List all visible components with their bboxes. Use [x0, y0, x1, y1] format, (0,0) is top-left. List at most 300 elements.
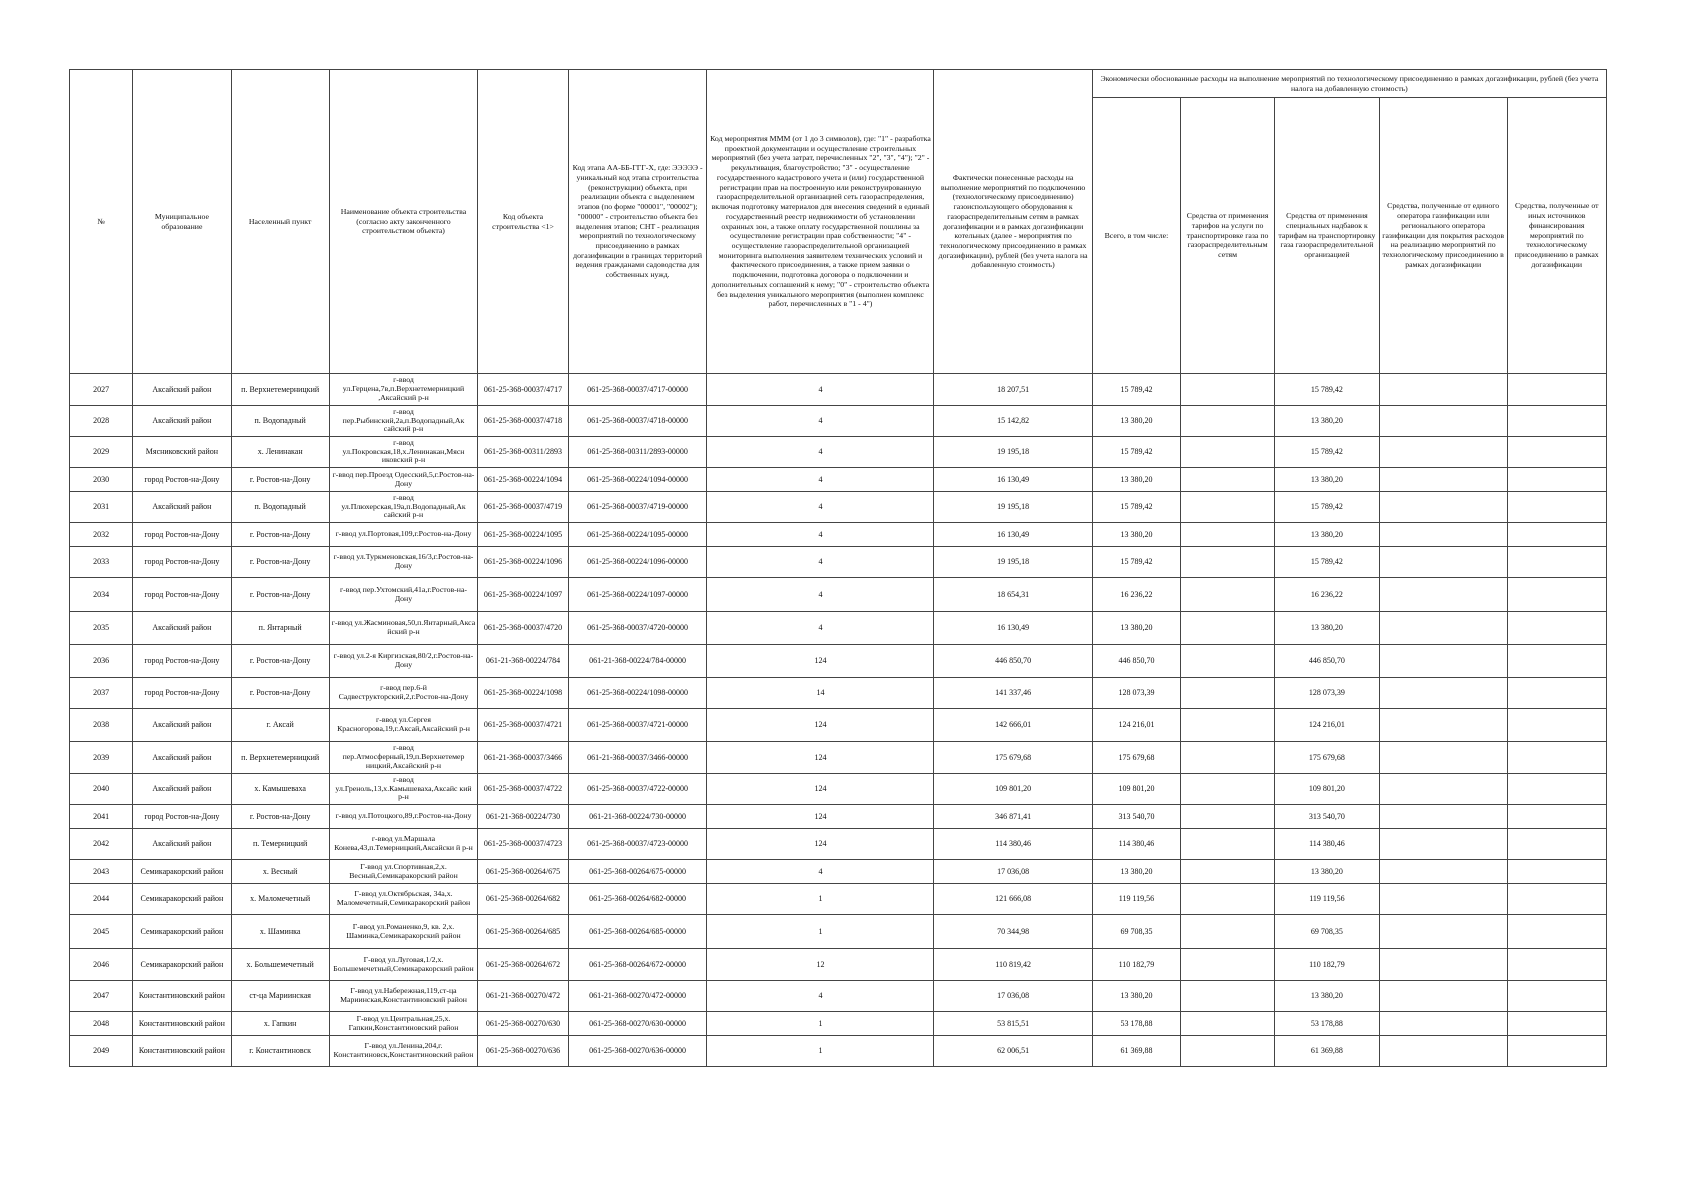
- header-total: Всего, в том числе:: [1092, 98, 1180, 374]
- cell-activity-code: 4: [707, 612, 934, 645]
- cell-municipality: Константиновский район: [133, 981, 231, 1012]
- cell-object-code: 061-25-368-00037/4723: [478, 829, 569, 860]
- cell-tariff-gas: [1181, 742, 1275, 774]
- table-row: [70, 406, 1607, 437]
- cell-object-code: 061-25-368-00264/685: [478, 915, 569, 949]
- cell-settlement: п. Водопадный: [231, 406, 329, 437]
- cell-total: 15 789,42: [1092, 374, 1180, 406]
- cell-stage-code: 061-25-368-00037/4719-00000: [568, 492, 707, 523]
- cell-actual-costs: 19 195,18: [934, 437, 1092, 468]
- table-row: [70, 915, 1607, 949]
- cell-special-markups: 124 216,01: [1275, 709, 1380, 742]
- cell-total: 13 380,20: [1092, 468, 1180, 492]
- header-activity-code: Код мероприятия МММ (от 1 до 3 символов), где: "1" - разработка проектной документации и осуществление строительных мероприятий (без учета затрат, перечисленных "2", "3", "4"); "2" - рекультивация, благоустройство; "3" - осуществление государственного кадастрового учета и (или) государственной регистрации прав на построенную или реконструированную газораспределительной организацией сеть газораспределения, включая подготовку материалов для внесения сведений в единый государственный реестр недвижимости об установлении охранных зон, а также оплату государственной пошлины за осуществление регистрации прав собственности; "4" - осуществление газораспределительной организацией мониторинга выполнения заявителем технических условий и фактического присоединения, а также прием заявки о подключении, подготовка договора о подключении и дополнительных соглашений к нему; "0" - строительство объекта без выделения уникального мероприятия (выполнен комплекс работ, перечисленных в "1 - 4"): [707, 70, 934, 374]
- cell-other-sources: [1507, 523, 1606, 547]
- cell-num: 2034: [70, 578, 133, 612]
- cell-object-code: 061-25-368-00224/1098: [478, 678, 569, 709]
- cell-stage-code: 061-25-368-00037/4720-00000: [568, 612, 707, 645]
- cell-object-name: Г-ввод ул.Спортивная,2,х. Весный,Семикаракорский район: [329, 860, 477, 884]
- cell-municipality: Аксайский район: [133, 406, 231, 437]
- cell-object-code: 061-25-368-00037/4719: [478, 492, 569, 523]
- cell-settlement: п. Верхнетемерницкий: [231, 374, 329, 406]
- cell-tariff-gas: [1181, 523, 1275, 547]
- cell-other-sources: [1507, 860, 1606, 884]
- cell-other-sources: [1507, 468, 1606, 492]
- cell-object-name: г-ввод ул.Потоцкого,89,г.Ростов-на-Дону: [329, 805, 477, 829]
- cell-settlement: г. Ростов-на-Дону: [231, 578, 329, 612]
- cell-object-name: Г-ввод ул.Ленина,204,г. Константиновск,Константиновский район: [329, 1036, 477, 1067]
- cell-settlement: п. Верхнетемерницкий: [231, 742, 329, 774]
- cell-stage-code: 061-25-368-00224/1097-00000: [568, 578, 707, 612]
- table-row: [70, 742, 1607, 774]
- cell-other-sources: [1507, 492, 1606, 523]
- cell-num: 2032: [70, 523, 133, 547]
- cell-settlement: г. Ростов-на-Дону: [231, 547, 329, 578]
- cell-operator-funds: [1379, 645, 1507, 678]
- cell-stage-code: 061-25-368-00270/636-00000: [568, 1036, 707, 1067]
- cell-municipality: Аксайский район: [133, 374, 231, 406]
- cell-object-code: 061-25-368-00037/4718: [478, 406, 569, 437]
- table-row: [70, 612, 1607, 645]
- cell-activity-code: 4: [707, 492, 934, 523]
- cell-stage-code: 061-25-368-00311/2893-00000: [568, 437, 707, 468]
- cell-special-markups: 13 380,20: [1275, 612, 1380, 645]
- cell-actual-costs: 109 801,20: [934, 774, 1092, 805]
- cell-object-code: 061-25-368-00224/1095: [478, 523, 569, 547]
- cell-municipality: Семикаракорский район: [133, 915, 231, 949]
- cell-object-name: г-ввод пер.6-й Садвеструкторский,2,г.Ростов-на-Дону: [329, 678, 477, 709]
- cell-actual-costs: 141 337,46: [934, 678, 1092, 709]
- cell-actual-costs: 62 006,51: [934, 1036, 1092, 1067]
- cell-total: 16 236,22: [1092, 578, 1180, 612]
- cell-num: 2033: [70, 547, 133, 578]
- cell-activity-code: 1: [707, 1036, 934, 1067]
- cell-object-code: 061-25-368-00037/4721: [478, 709, 569, 742]
- cell-object-name: г-ввод ул.Греноль,13,х.Камышеваха,Аксайс кий р-н: [329, 774, 477, 805]
- cell-special-markups: 110 182,79: [1275, 949, 1380, 981]
- cell-activity-code: 1: [707, 884, 934, 915]
- cell-object-code: 061-25-368-00264/675: [478, 860, 569, 884]
- cell-operator-funds: [1379, 1036, 1507, 1067]
- cell-settlement: ст-ца Мариинская: [231, 981, 329, 1012]
- cell-operator-funds: [1379, 860, 1507, 884]
- cell-num: 2045: [70, 915, 133, 949]
- table-row: [70, 1012, 1607, 1036]
- cell-activity-code: 124: [707, 742, 934, 774]
- cell-activity-code: 1: [707, 1012, 934, 1036]
- cell-special-markups: 61 369,88: [1275, 1036, 1380, 1067]
- cell-municipality: город Ростов-на-Дону: [133, 645, 231, 678]
- cell-operator-funds: [1379, 884, 1507, 915]
- cell-num: 2028: [70, 406, 133, 437]
- cell-num: 2048: [70, 1012, 133, 1036]
- cell-other-sources: [1507, 1036, 1606, 1067]
- cell-municipality: город Ростов-на-Дону: [133, 468, 231, 492]
- cell-operator-funds: [1379, 406, 1507, 437]
- cell-object-name: г-ввод ул.Жасминовая,50,п.Янтарный,Акса йский р-н: [329, 612, 477, 645]
- cell-tariff-gas: [1181, 1036, 1275, 1067]
- cell-total: 15 789,42: [1092, 492, 1180, 523]
- cell-stage-code: 061-25-368-00224/1098-00000: [568, 678, 707, 709]
- cell-other-sources: [1507, 374, 1606, 406]
- cell-stage-code: 061-21-368-00224/730-00000: [568, 805, 707, 829]
- cell-object-name: Г-ввод ул.Набережная,119,ст-ца Мариинская,Константиновский район: [329, 981, 477, 1012]
- cell-object-name: г-ввод ул.Плюхерская,19а,п.Водопадный,Ак сайский р-н: [329, 492, 477, 523]
- cell-num: 2044: [70, 884, 133, 915]
- cell-actual-costs: 114 380,46: [934, 829, 1092, 860]
- cell-object-code: 061-25-368-00037/4717: [478, 374, 569, 406]
- cell-special-markups: 128 073,39: [1275, 678, 1380, 709]
- cell-object-code: 061-25-368-00264/682: [478, 884, 569, 915]
- cell-object-code: 061-21-368-00224/784: [478, 645, 569, 678]
- cell-operator-funds: [1379, 829, 1507, 860]
- cell-total: 15 789,42: [1092, 437, 1180, 468]
- table-row: [70, 578, 1607, 612]
- cell-activity-code: 1: [707, 915, 934, 949]
- cell-object-name: Г-ввод ул.Октябрьская, 34а,х. Маломечетный,Семикаракорский район: [329, 884, 477, 915]
- header-num: №: [70, 70, 133, 374]
- cell-total: 13 380,20: [1092, 523, 1180, 547]
- cell-other-sources: [1507, 805, 1606, 829]
- cell-actual-costs: 110 819,42: [934, 949, 1092, 981]
- cell-operator-funds: [1379, 981, 1507, 1012]
- cell-activity-code: 4: [707, 578, 934, 612]
- cell-special-markups: 16 236,22: [1275, 578, 1380, 612]
- cell-activity-code: 4: [707, 406, 934, 437]
- header-special-markups: Средства от применения специальных надбавок к тарифам на транспортировку газа газораспределительной организацией: [1275, 98, 1380, 374]
- cell-object-code: 061-25-368-00224/1096: [478, 547, 569, 578]
- cell-tariff-gas: [1181, 492, 1275, 523]
- cell-tariff-gas: [1181, 612, 1275, 645]
- cell-actual-costs: 142 666,01: [934, 709, 1092, 742]
- cell-settlement: х. Камышеваха: [231, 774, 329, 805]
- table-body: [70, 374, 1607, 1067]
- cell-object-name: г-ввод ул.Покровская,18,х.Ленинакан,Мясн иковский р-н: [329, 437, 477, 468]
- cell-total: 110 182,79: [1092, 949, 1180, 981]
- cell-num: 2031: [70, 492, 133, 523]
- cell-total: 124 216,01: [1092, 709, 1180, 742]
- cell-total: 119 119,56: [1092, 884, 1180, 915]
- header-tariff-gas: Средства от применения тарифов на услуги по транспортировке газа по газораспределительным сетям: [1181, 98, 1275, 374]
- cell-other-sources: [1507, 981, 1606, 1012]
- cell-object-code: 061-21-368-00224/730: [478, 805, 569, 829]
- cell-settlement: х. Гапкин: [231, 1012, 329, 1036]
- cell-special-markups: 53 178,88: [1275, 1012, 1380, 1036]
- cell-stage-code: 061-25-368-00224/1096-00000: [568, 547, 707, 578]
- cell-settlement: п. Янтарный: [231, 612, 329, 645]
- cell-total: 15 789,42: [1092, 547, 1180, 578]
- cell-total: 313 540,70: [1092, 805, 1180, 829]
- cell-other-sources: [1507, 678, 1606, 709]
- table-header: [70, 70, 1607, 374]
- cell-special-markups: 175 679,68: [1275, 742, 1380, 774]
- cell-special-markups: 446 850,70: [1275, 645, 1380, 678]
- cell-object-name: г-ввод пер.Ухтомский,41а,г.Ростов-на-Дону: [329, 578, 477, 612]
- cell-total: 13 380,20: [1092, 860, 1180, 884]
- cell-operator-funds: [1379, 468, 1507, 492]
- cell-activity-code: 4: [707, 981, 934, 1012]
- table-row: [70, 774, 1607, 805]
- cell-actual-costs: 17 036,08: [934, 860, 1092, 884]
- cell-settlement: п. Водопадный: [231, 492, 329, 523]
- cell-total: 13 380,20: [1092, 406, 1180, 437]
- table-row: [70, 981, 1607, 1012]
- cell-special-markups: 114 380,46: [1275, 829, 1380, 860]
- cell-operator-funds: [1379, 1012, 1507, 1036]
- cell-other-sources: [1507, 547, 1606, 578]
- cell-stage-code: 061-25-368-00037/4723-00000: [568, 829, 707, 860]
- cell-settlement: х. Шаминка: [231, 915, 329, 949]
- cell-object-name: г-ввод ул.Герцена,7в,п.Верхнетемерницкий ,Аксайский р-н: [329, 374, 477, 406]
- cell-activity-code: 4: [707, 523, 934, 547]
- cell-other-sources: [1507, 915, 1606, 949]
- cell-operator-funds: [1379, 374, 1507, 406]
- cell-other-sources: [1507, 829, 1606, 860]
- cell-special-markups: 15 789,42: [1275, 437, 1380, 468]
- cell-other-sources: [1507, 709, 1606, 742]
- cell-municipality: Константиновский район: [133, 1036, 231, 1067]
- cell-stage-code: 061-21-368-00224/784-00000: [568, 645, 707, 678]
- cell-municipality: Аксайский район: [133, 709, 231, 742]
- cell-actual-costs: 121 666,08: [934, 884, 1092, 915]
- cell-municipality: Аксайский район: [133, 492, 231, 523]
- cell-actual-costs: 18 207,51: [934, 374, 1092, 406]
- cell-actual-costs: 16 130,49: [934, 612, 1092, 645]
- cell-tariff-gas: [1181, 774, 1275, 805]
- cell-municipality: Мясниковский район: [133, 437, 231, 468]
- cell-object-code: 061-21-368-00037/3466: [478, 742, 569, 774]
- cell-stage-code: 061-21-368-00270/472-00000: [568, 981, 707, 1012]
- cell-object-code: 061-25-368-00224/1097: [478, 578, 569, 612]
- cell-operator-funds: [1379, 742, 1507, 774]
- cell-total: 61 369,88: [1092, 1036, 1180, 1067]
- cell-actual-costs: 15 142,82: [934, 406, 1092, 437]
- cell-municipality: город Ростов-на-Дону: [133, 578, 231, 612]
- cell-settlement: г. Ростов-на-Дону: [231, 468, 329, 492]
- cell-activity-code: 4: [707, 374, 934, 406]
- cell-actual-costs: 19 195,18: [934, 547, 1092, 578]
- cell-operator-funds: [1379, 678, 1507, 709]
- cell-operator-funds: [1379, 805, 1507, 829]
- cell-other-sources: [1507, 437, 1606, 468]
- cell-actual-costs: 16 130,49: [934, 523, 1092, 547]
- cell-activity-code: 4: [707, 437, 934, 468]
- cell-special-markups: 13 380,20: [1275, 468, 1380, 492]
- cell-stage-code: 061-21-368-00037/3466-00000: [568, 742, 707, 774]
- cell-object-name: Г-ввод ул.Романенко,9, кв. 2,х. Шаминка,Семикаракорский район: [329, 915, 477, 949]
- cell-settlement: х. Весный: [231, 860, 329, 884]
- cell-other-sources: [1507, 578, 1606, 612]
- cell-tariff-gas: [1181, 437, 1275, 468]
- table-row: [70, 645, 1607, 678]
- cell-object-name: г-ввод ул.Портовая,109,г.Ростов-на-Дону: [329, 523, 477, 547]
- cell-actual-costs: 19 195,18: [934, 492, 1092, 523]
- cell-tariff-gas: [1181, 829, 1275, 860]
- cell-num: 2038: [70, 709, 133, 742]
- cell-municipality: город Ростов-на-Дону: [133, 547, 231, 578]
- cell-settlement: п. Темерницкий: [231, 829, 329, 860]
- cell-actual-costs: 446 850,70: [934, 645, 1092, 678]
- cell-municipality: Константиновский район: [133, 1012, 231, 1036]
- cell-activity-code: 4: [707, 860, 934, 884]
- table-row: [70, 678, 1607, 709]
- cell-actual-costs: 346 871,41: [934, 805, 1092, 829]
- cell-special-markups: 13 380,20: [1275, 406, 1380, 437]
- cell-special-markups: 15 789,42: [1275, 547, 1380, 578]
- cell-tariff-gas: [1181, 1012, 1275, 1036]
- cell-municipality: Аксайский район: [133, 829, 231, 860]
- cell-special-markups: 13 380,20: [1275, 981, 1380, 1012]
- cell-actual-costs: 18 654,31: [934, 578, 1092, 612]
- cell-num: 2042: [70, 829, 133, 860]
- cell-tariff-gas: [1181, 805, 1275, 829]
- cell-settlement: г. Аксай: [231, 709, 329, 742]
- table-row: [70, 829, 1607, 860]
- cell-municipality: город Ростов-на-Дону: [133, 678, 231, 709]
- cell-operator-funds: [1379, 492, 1507, 523]
- cell-operator-funds: [1379, 437, 1507, 468]
- cell-tariff-gas: [1181, 547, 1275, 578]
- cell-municipality: Аксайский район: [133, 742, 231, 774]
- cell-activity-code: 124: [707, 645, 934, 678]
- cell-stage-code: 061-25-368-00037/4718-00000: [568, 406, 707, 437]
- cell-num: 2049: [70, 1036, 133, 1067]
- cell-stage-code: 061-25-368-00037/4717-00000: [568, 374, 707, 406]
- cell-stage-code: 061-25-368-00264/672-00000: [568, 949, 707, 981]
- cell-settlement: г. Ростов-на-Дону: [231, 645, 329, 678]
- cell-special-markups: 119 119,56: [1275, 884, 1380, 915]
- cell-num: 2039: [70, 742, 133, 774]
- cell-special-markups: 13 380,20: [1275, 523, 1380, 547]
- cell-tariff-gas: [1181, 884, 1275, 915]
- header-stage-code: Код этапа АА-ББ-ГГГ-Х, где: ЭЭЭЭЭ - уникальный код этапа строительства (реконструкции) объекта, при реализации объекта с выделением этапов (по форме "00001", "00002"); "00000" - строительство объекта без выделения этапов; СНТ - реализация мероприятий по технологическому присоединению в рамках догазификации в границах территорий ведения гражданами садоводства для собственных нужд.: [568, 70, 707, 374]
- report-table: [69, 69, 1607, 1067]
- cell-num: 2029: [70, 437, 133, 468]
- cell-operator-funds: [1379, 949, 1507, 981]
- cell-object-code: 061-25-368-00270/636: [478, 1036, 569, 1067]
- cell-other-sources: [1507, 406, 1606, 437]
- cell-total: 109 801,20: [1092, 774, 1180, 805]
- cell-special-markups: 13 380,20: [1275, 860, 1380, 884]
- cell-object-name: г-ввод пер.Атмосферный,19,п.Верхнетемер ницкий,Аксайский р-н: [329, 742, 477, 774]
- cell-operator-funds: [1379, 915, 1507, 949]
- cell-activity-code: 124: [707, 829, 934, 860]
- cell-num: 2036: [70, 645, 133, 678]
- cell-num: 2041: [70, 805, 133, 829]
- cell-tariff-gas: [1181, 578, 1275, 612]
- cell-other-sources: [1507, 612, 1606, 645]
- cell-num: 2047: [70, 981, 133, 1012]
- cell-other-sources: [1507, 1012, 1606, 1036]
- table-row: [70, 860, 1607, 884]
- cell-municipality: Семикаракорский район: [133, 949, 231, 981]
- cell-operator-funds: [1379, 709, 1507, 742]
- cell-total: 128 073,39: [1092, 678, 1180, 709]
- cell-special-markups: 69 708,35: [1275, 915, 1380, 949]
- cell-total: 446 850,70: [1092, 645, 1180, 678]
- cell-total: 53 178,88: [1092, 1012, 1180, 1036]
- cell-municipality: город Ростов-на-Дону: [133, 805, 231, 829]
- table-row: [70, 1036, 1607, 1067]
- cell-tariff-gas: [1181, 709, 1275, 742]
- cell-num: 2046: [70, 949, 133, 981]
- cell-num: 2037: [70, 678, 133, 709]
- cell-actual-costs: 70 344,98: [934, 915, 1092, 949]
- cell-stage-code: 061-25-368-00264/685-00000: [568, 915, 707, 949]
- cell-object-code: 061-21-368-00270/472: [478, 981, 569, 1012]
- cell-stage-code: 061-25-368-00264/675-00000: [568, 860, 707, 884]
- cell-num: 2040: [70, 774, 133, 805]
- cell-activity-code: 12: [707, 949, 934, 981]
- cell-settlement: г. Ростов-на-Дону: [231, 523, 329, 547]
- cell-object-code: 061-25-368-00264/672: [478, 949, 569, 981]
- cell-stage-code: 061-25-368-00270/630-00000: [568, 1012, 707, 1036]
- cell-other-sources: [1507, 774, 1606, 805]
- cell-settlement: г. Ростов-на-Дону: [231, 678, 329, 709]
- cell-municipality: Семикаракорский район: [133, 884, 231, 915]
- cell-activity-code: 4: [707, 547, 934, 578]
- cell-total: 13 380,20: [1092, 981, 1180, 1012]
- cell-object-name: г-ввод пер.Рыбинский,2а,п.Водопадный,Ак сайский р-н: [329, 406, 477, 437]
- table-row: [70, 374, 1607, 406]
- cell-tariff-gas: [1181, 678, 1275, 709]
- cell-object-name: г-ввод ул.Сергея Красногорова,19,г.Аксай,Аксайский р-н: [329, 709, 477, 742]
- cell-municipality: Аксайский район: [133, 774, 231, 805]
- cell-settlement: г. Ростов-на-Дону: [231, 805, 329, 829]
- cell-stage-code: 061-25-368-00224/1095-00000: [568, 523, 707, 547]
- cell-tariff-gas: [1181, 860, 1275, 884]
- table-row: [70, 468, 1607, 492]
- cell-settlement: г. Константиновск: [231, 1036, 329, 1067]
- cell-object-name: г-ввод ул.Туркменовская,16/3,г.Ростов-на-Дону: [329, 547, 477, 578]
- table-row: [70, 523, 1607, 547]
- cell-operator-funds: [1379, 774, 1507, 805]
- cell-tariff-gas: [1181, 645, 1275, 678]
- cell-actual-costs: 16 130,49: [934, 468, 1092, 492]
- cell-num: 2030: [70, 468, 133, 492]
- table-row: [70, 949, 1607, 981]
- cell-object-name: г-ввод ул.Маршала Конева,43,п.Темерницкий,Аксайски й р-н: [329, 829, 477, 860]
- cell-object-name: г-ввод ул.2-я Киргизская,80/2,г.Ростов-на-Дону: [329, 645, 477, 678]
- cell-tariff-gas: [1181, 949, 1275, 981]
- table-row: [70, 805, 1607, 829]
- cell-operator-funds: [1379, 578, 1507, 612]
- cell-object-code: 061-25-368-00037/4720: [478, 612, 569, 645]
- header-econ-group: Экономически обоснованные расходы на выполнение мероприятий по технологическому присоединению в рамках догазификации, рублей (без учета налога на добавленную стоимость): [1092, 70, 1606, 98]
- header-object-code: Код объекта строительства <1>: [478, 70, 569, 374]
- cell-special-markups: 15 789,42: [1275, 492, 1380, 523]
- header-other-sources: Средства, полученные от иных источников финансирования мероприятий по технологическому присоединению в рамках догазификации: [1507, 98, 1606, 374]
- cell-activity-code: 124: [707, 805, 934, 829]
- cell-object-code: 061-25-368-00224/1094: [478, 468, 569, 492]
- cell-other-sources: [1507, 645, 1606, 678]
- cell-activity-code: 124: [707, 774, 934, 805]
- table-row: [70, 547, 1607, 578]
- cell-activity-code: 124: [707, 709, 934, 742]
- cell-total: 13 380,20: [1092, 612, 1180, 645]
- cell-object-name: Г-ввод ул.Луговая,1/2,х. Большемечетный,Семикаракорский район: [329, 949, 477, 981]
- cell-activity-code: 4: [707, 468, 934, 492]
- cell-tariff-gas: [1181, 374, 1275, 406]
- cell-actual-costs: 53 815,51: [934, 1012, 1092, 1036]
- cell-other-sources: [1507, 949, 1606, 981]
- table-row: [70, 437, 1607, 468]
- cell-actual-costs: 17 036,08: [934, 981, 1092, 1012]
- cell-total: 175 679,68: [1092, 742, 1180, 774]
- cell-municipality: Аксайский район: [133, 612, 231, 645]
- cell-num: 2035: [70, 612, 133, 645]
- cell-settlement: х. Большемечетный: [231, 949, 329, 981]
